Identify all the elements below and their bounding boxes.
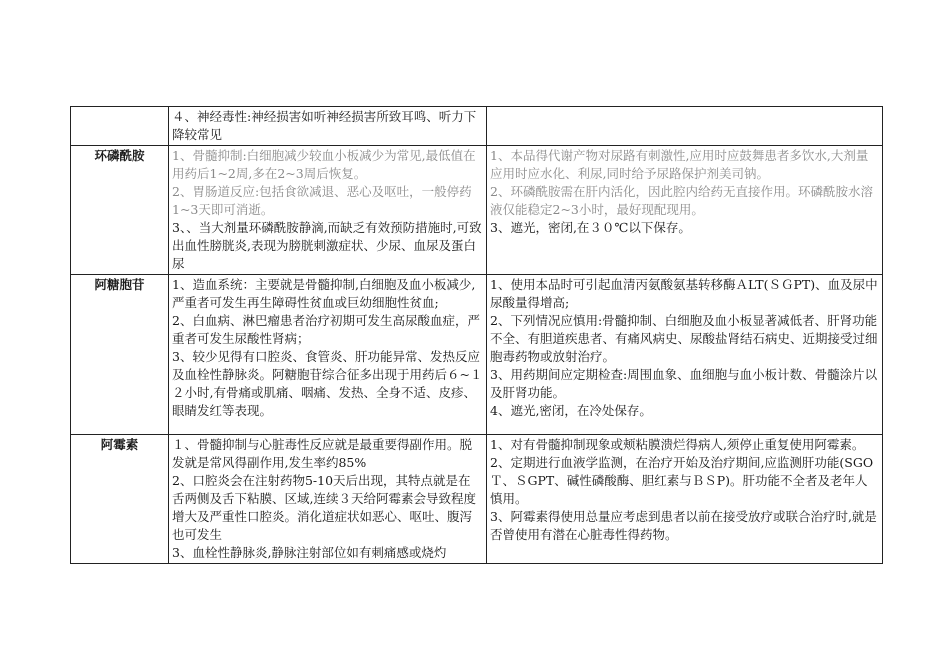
- precautions-cell: [487, 107, 883, 146]
- table-row: [71, 146, 883, 275]
- precautions-cell: [487, 435, 883, 564]
- adverse-effect-item: 1、造血系统：主要就是骨髓抑制,白细胞及血小板减少,严重者可发生再生障碍性贫血或巨幼细胞性贫血;: [172, 277, 476, 310]
- adverse-effects-cell: [169, 275, 487, 435]
- precaution-item: 2、环磷酰胺需在肝内活化，因此腔内给药无直接作用。环磷酰胺水溶液仅能稳定2~3小时，最好现配现用。: [490, 184, 873, 217]
- adverse-effect-item: 3、较少见得有口腔炎、食管炎、肝功能异常、发热反应及血栓性静脉炎。阿糖胞苷综合征多出现于用药后６~１２小时,有骨痛或肌痛、咽痛、发热、全身不适、皮疹、眼睛发红等表现。: [172, 349, 483, 418]
- precaution-item: 3、阿霉素得使用总量应考虑到患者以前在接受放疗或联合治疗时,就是否曾使用有潜在心脏毒性得药物。: [490, 509, 877, 542]
- table-row: [71, 107, 883, 146]
- adverse-effect-item: 2、口腔炎会在注射药物5-10天后出现，其特点就是在舌两侧及舌下粘膜、区域,连续３天给阿霉素会导致程度增大及严重性口腔炎。消化道症状如恶心、呕吐、腹泻也可发生: [172, 473, 476, 542]
- adverse-effect-item: １、骨髓抑制与心脏毒性反应就是最重要得副作用。脱发就是常风得副作用,发生率约85%: [172, 437, 473, 470]
- adverse-effects-cell: [169, 107, 487, 146]
- adverse-effect-item: 3、、当大剂量环磷酰胺静滴,而缺乏有效预防措施时,可致出血性膀胱炎,表现为膀胱刺激症状、少尿、血尿及蛋白尿: [172, 220, 482, 271]
- precaution-item: 2、定期进行血液学监测，在治疗开始及治疗期间,应监测肝功能(SGOＴ、ＳGPT、碱性磷酸酶、胆红素与ＢＳP)。肝功能不全者及老年人慎用。: [490, 455, 874, 506]
- precautions-cell: [487, 275, 883, 435]
- drug-name-cell: 环磷酰胺: [71, 146, 169, 275]
- precaution-item: 2、下列情况应慎用:骨髓抑制、白细胞及血小板显著减低者、肝肾功能不全、有胆道疾患者、有痛风病史、尿酸盐肾结石病史、近期接受过细胞毒药物或放射治疗。: [490, 313, 878, 364]
- precaution-item: 3、遮光，密闭,在３０℃以下保存。: [490, 220, 691, 235]
- precautions-cell: [487, 146, 883, 275]
- table-row: [71, 275, 883, 435]
- precaution-item: 4、遮光,密闭，在冷处保存。: [490, 403, 652, 418]
- adverse-effects-cell: [169, 146, 487, 275]
- drug-table: [70, 106, 883, 564]
- drug-name-cell: 阿糖胞苷: [71, 275, 169, 435]
- precaution-item: 3、用药期间应定期检查:周围血象、血细胞与血小板计数、骨髓涂片以及肝肾功能。: [490, 367, 878, 400]
- drug-name-cell: [71, 107, 169, 146]
- drug-name-cell: 阿霉素: [71, 435, 169, 564]
- adverse-effect-item: 2、胃肠道反应:包括食欲减退、恶心及呕吐，一般停药1~3天即可消逝。: [172, 184, 472, 217]
- table-row: [71, 435, 883, 564]
- adverse-effect-item: 2、白血病、淋巴瘤患者治疗初期可发生高尿酸血症，严重者可发生尿酸性肾病；: [172, 313, 480, 346]
- adverse-effects-cell: [169, 435, 487, 564]
- adverse-effect-item: 1、骨髓抑制:白细胞减少较血小板减少为常见,最低值在用药后1~2周,多在2~3周后恢复。: [172, 148, 476, 181]
- adverse-effect-item: 3、血栓性静脉炎,静脉注射部位如有刺痛感或烧灼: [172, 545, 447, 560]
- precaution-item: 1、对有骨髓抑制现象或颊粘膜溃烂得病人,须停止重复使用阿霉素。: [490, 437, 865, 452]
- adverse-effect-item: ４、神经毒性:神经损害如听神经损害所致耳鸣、听力下降较常见: [172, 109, 477, 142]
- precaution-item: 1、本品得代谢产物对尿路有刺激性,应用时应鼓舞患者多饮水,大剂量应用时应水化、利尿,同时给予尿路保护剂美司钠。: [490, 148, 869, 181]
- precaution-item: 1、使用本品时可引起血清丙氨酸氨基转移酶ＡLT(ＳＧPT)、血及尿中尿酸量得增高;: [490, 277, 878, 310]
